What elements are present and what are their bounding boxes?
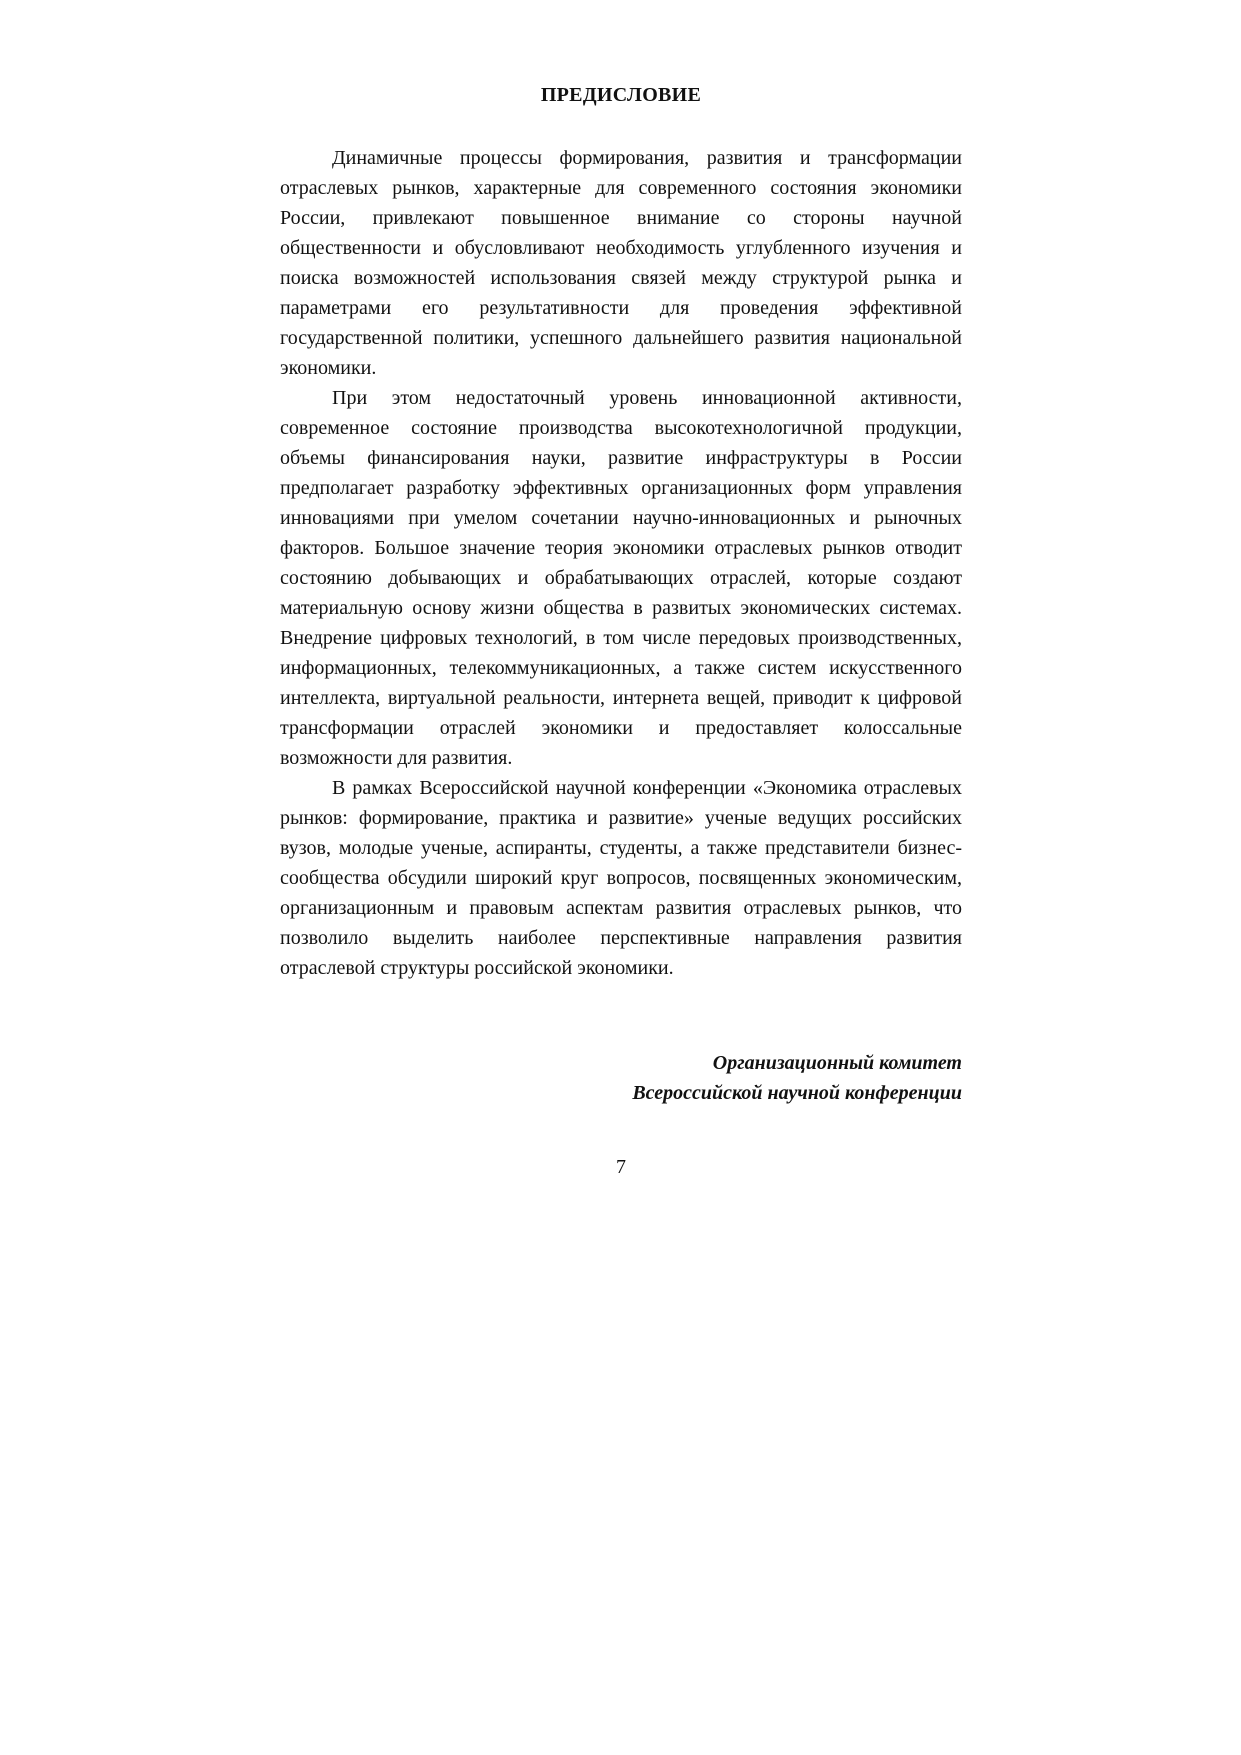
paragraph-1: Динамичные процессы формирования, развития и трансформации отраслевых рынков, характерные для современного состояния экономики России, привлекают повышенное внимание со стороны научной общественности и обусловливают необходимость углубленного изучения и поиска возможностей использования связей между структурой рынка и параметрами его результативности для проведения эффективной государственной политики, успешного дальнейшего развития национальной экономики. [280, 147, 962, 379]
signature-block [280, 1048, 962, 1108]
page-title: ПРЕДИСЛОВИЕ [540, 84, 702, 106]
signature-line-1: Организационный комитет [712, 1052, 962, 1074]
preface-body [280, 143, 962, 983]
page-number: 7 [616, 1156, 626, 1178]
paragraph-3: В рамках Всероссийской научной конференции «Экономика отраслевых рынков: формирование, практика и развитие» ученые ведущих российских вузов, молодые ученые, аспиранты, студенты, а также представители бизнес-сообщества обсудили широкий круг вопросов, посвященных экономическим, организационным и правовым аспектам развития отраслевых рынков, что позволило выделить наиболее перспективные направления развития отраслевой структуры российской экономики. [280, 777, 962, 979]
signature-line-2: Всероссийской научной конференции [632, 1082, 962, 1104]
paragraph-2: При этом недостаточный уровень инновационной активности, современное состояние производства высокотехнологичной продукции, объемы финансирования науки, развитие инфраструктуры в России предполагает разработку эффективных организационных форм управления инновациями при умелом сочетании научно-инновационных и рыночных факторов. Большое значение теория экономики отраслевых рынков отводит состоянию добывающих и обрабатывающих отраслей, которые создают материальную основу жизни общества в развитых экономических системах. Внедрение цифровых технологий, в том числе передовых производственных, информационных, телекоммуникационных, а также систем искусственного интеллекта, виртуальной реальности, интернета вещей, приводит к цифровой трансформации отраслей экономики и предоставляет колоссальные возможности для развития. [280, 387, 962, 769]
